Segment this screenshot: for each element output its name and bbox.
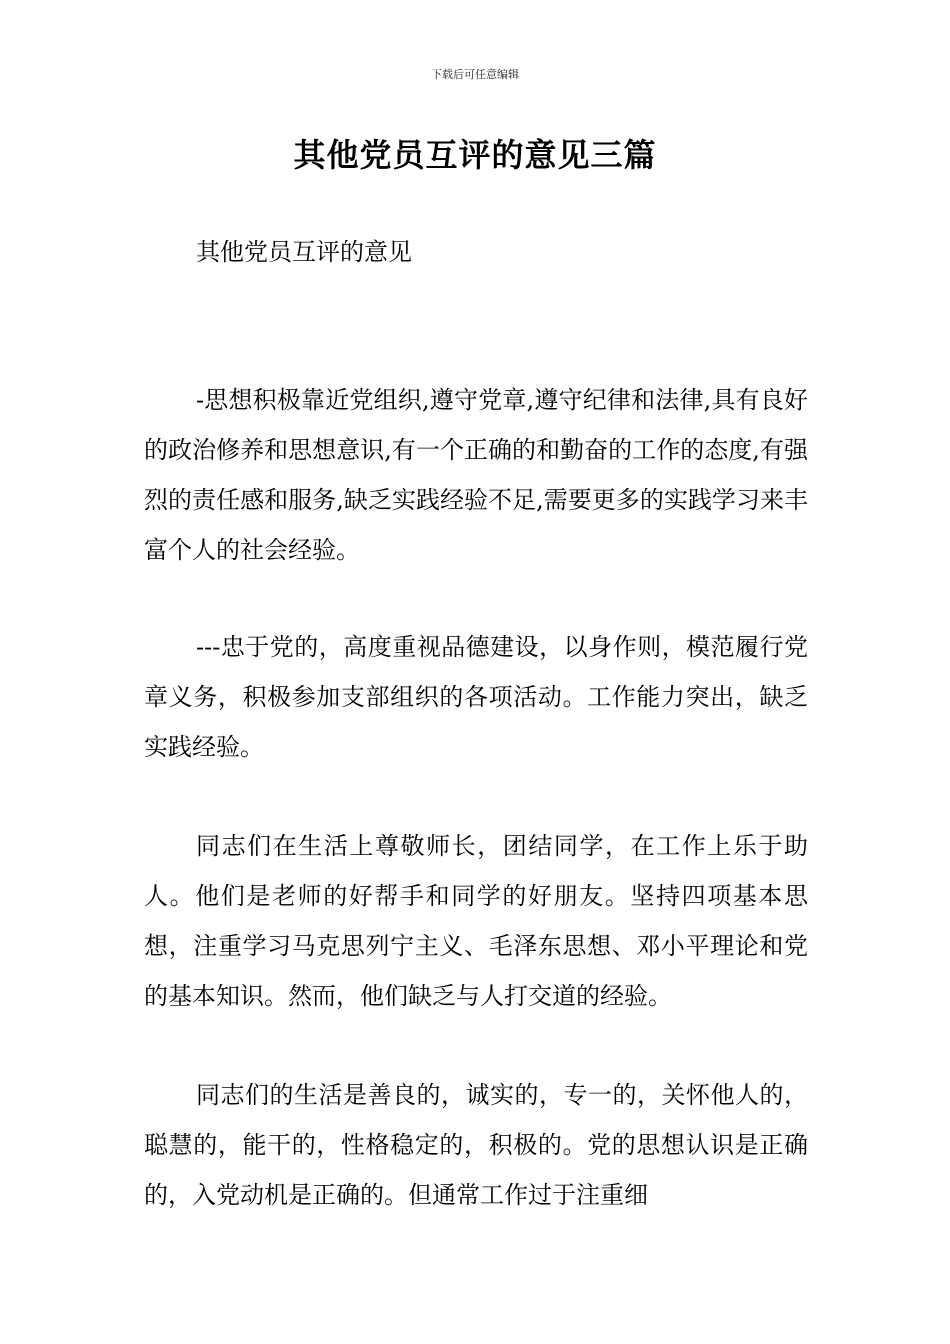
body-paragraph-1: -思想积极靠近党组织,遵守党章,遵守纪律和法律,具有良好的政治修养和思想意识,有一个正确的和勤奋的工作的态度,有强烈的责任感和服务,缺乏实践经验不足,需要更多的实践学习来丰富个人的社会经验。 [144,386,808,564]
body-paragraph-3: 同志们在生活上尊敬师长，团结同学，在工作上乐于助人。他们是老师的好帮手和同学的好朋友。坚持四项基本思想，注重学习马克思列宁主义、毛泽东思想、邓小平理论和党的基本知识。然而，他们缺乏与人打交道的经验。 [144,832,808,1010]
body-paragraph-4: 同志们的生活是善良的，诚实的，专一的，关怀他人的，聪慧的，能干的，性格稳定的，积极的。党的思想认识是正确的，入党动机是正确的。但通常工作过于注重细 [144,1081,808,1209]
section-subtitle: 其他党员互评的意见 [196,238,412,266]
page-header-note: 下载后可任意编辑 [431,68,519,81]
document-title: 其他党员互评的意见三篇 [293,136,657,174]
body-paragraph-2: ---忠于党的，高度重视品德建设，以身作则，模范履行党章义务，积极参加支部组织的各项活动。工作能力突出，缺乏实践经验。 [144,633,808,761]
